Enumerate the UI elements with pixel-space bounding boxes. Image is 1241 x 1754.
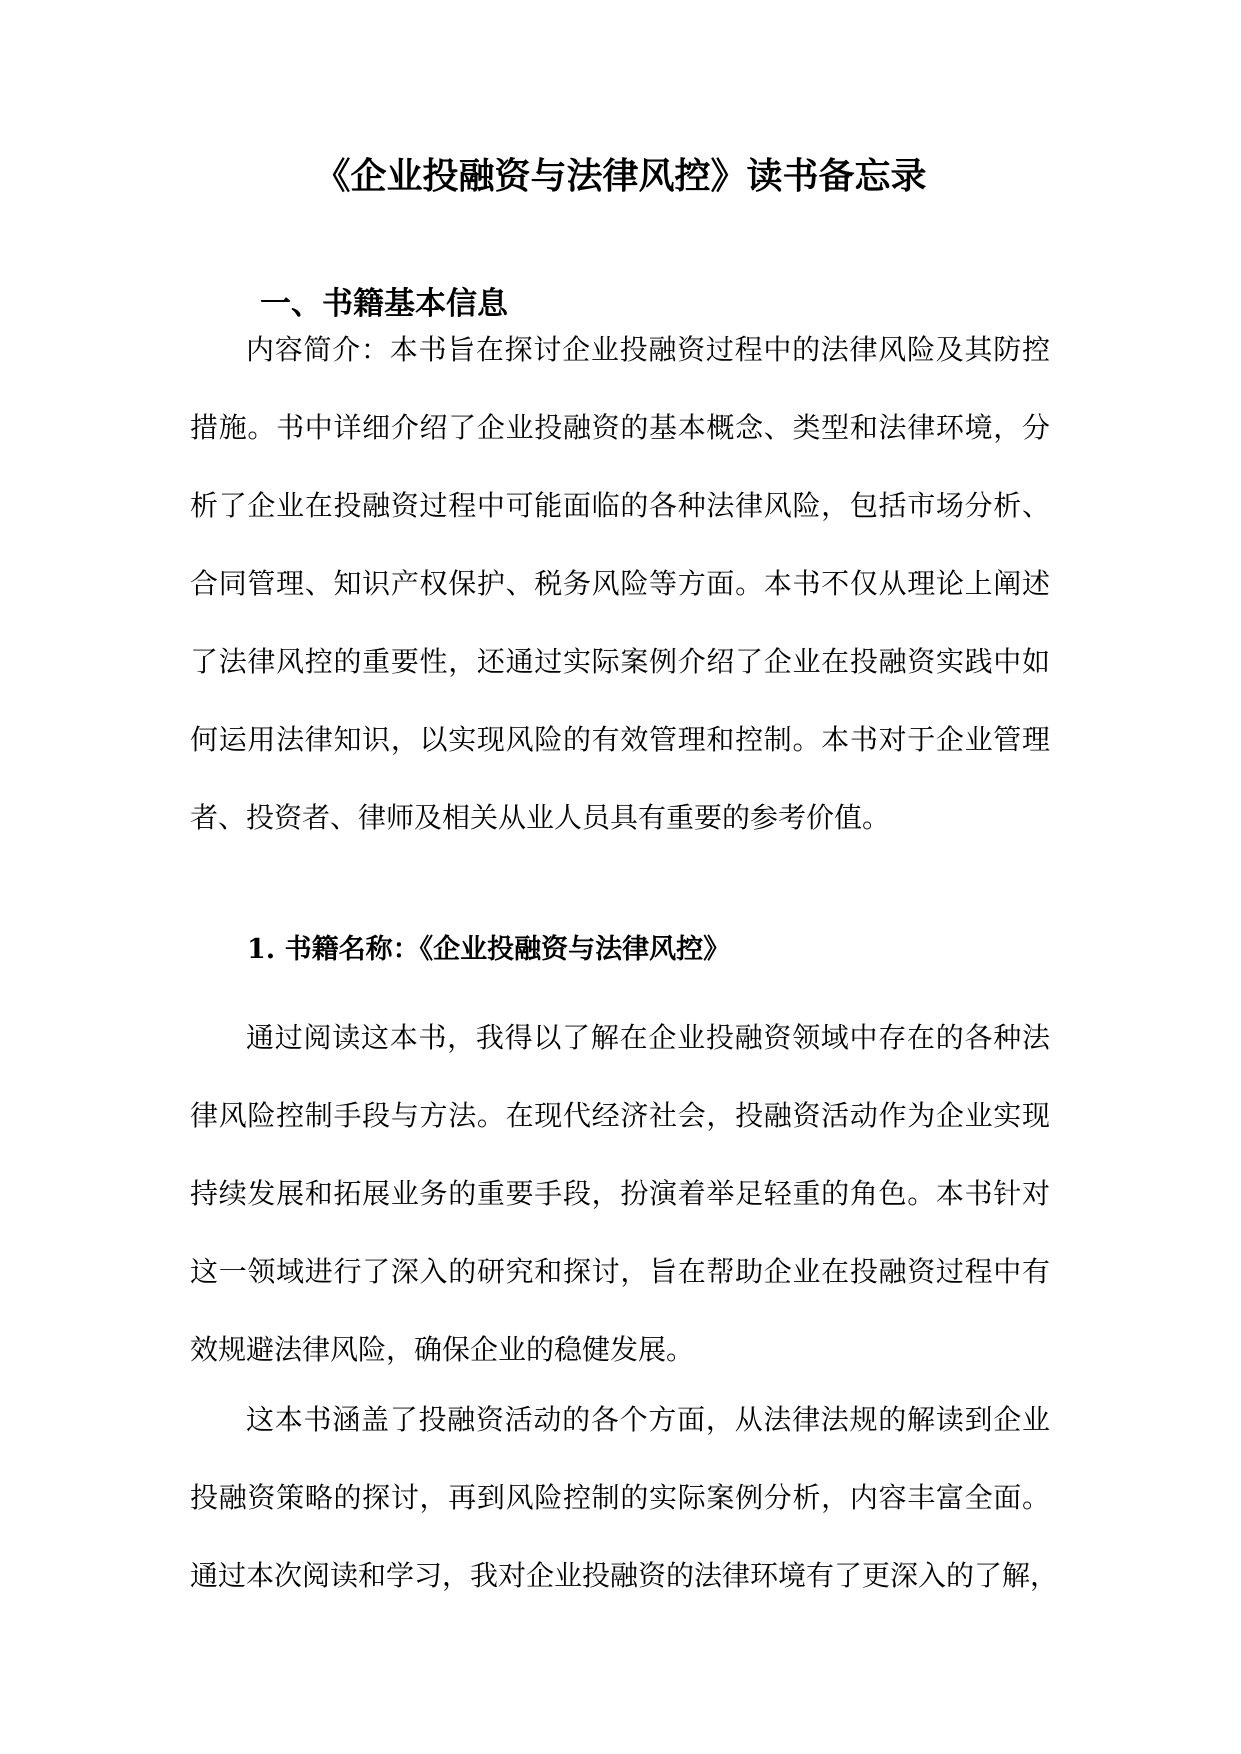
paragraph-line: 效规避法律风险，确保企业的稳健发展。 xyxy=(190,1333,695,1366)
paragraph-line: 了法律风控的重要性，还通过实际案例介绍了企业在投融资实践中如 xyxy=(190,645,1050,678)
paragraph-line: 投融资策略的探讨，再到风险控制的实际案例分析，内容丰富全面。 xyxy=(190,1481,1050,1514)
intro-paragraph xyxy=(190,311,1050,857)
paragraph-line: 律风险控制手段与方法。在现代经济社会，投融资活动作为企业实现 xyxy=(190,1099,1050,1132)
paragraph-line: 通过阅读这本书，我得以了解在企业投融资领域中存在的各种法 xyxy=(246,1021,1050,1054)
reading-paragraph-1 xyxy=(190,999,1050,1389)
document-title: 《企业投融资与法律风控》读书备忘录 xyxy=(314,155,927,197)
paragraph-line: 持续发展和拓展业务的重要手段，扮演着举足轻重的角色。本书针对 xyxy=(190,1177,1050,1210)
paragraph-line: 内容简介：本书旨在探讨企业投融资过程中的法律风险及其防控 xyxy=(246,333,1050,366)
paragraph-line: 何运用法律知识，以实现风险的有效管理和控制。本书对于企业管理 xyxy=(190,723,1050,756)
reading-paragraph-2 xyxy=(190,1381,1059,1615)
paragraph-line: 通过本次阅读和学习，我对企业投融资的法律环境有了更深入的了解， xyxy=(190,1559,1059,1592)
paragraph-line: 析了企业在投融资过程中可能面临的各种法律风险，包括市场分析、 xyxy=(190,489,1050,522)
paragraph-line: 这本书涵盖了投融资活动的各个方面，从法律法规的解读到企业 xyxy=(246,1403,1050,1436)
paragraph-line: 这一领域进行了深入的研究和探讨，旨在帮助企业在投融资过程中有 xyxy=(190,1255,1050,1288)
paragraph-line: 合同管理、知识产权保护、税务风险等方面。本书不仅从理论上阐述 xyxy=(190,567,1050,600)
paragraph-line: 措施。书中详细介绍了企业投融资的基本概念、类型和法律环境，分 xyxy=(190,411,1050,444)
subheading-book-name: 1. 书籍名称：《企业投融资与法律风控》 xyxy=(247,934,731,965)
paragraph-line: 者、投资者、律师及相关从业人员具有重要的参考价值。 xyxy=(190,801,891,834)
section-heading-basic-info: 一、书籍基本信息 xyxy=(260,286,508,322)
